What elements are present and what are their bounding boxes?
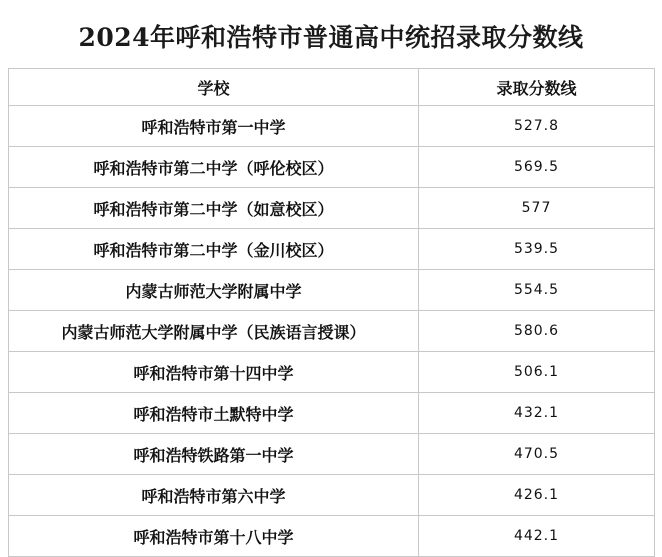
cell-school: 呼和浩特市土默特中学	[9, 393, 419, 434]
table-row	[9, 311, 655, 352]
table-row	[9, 434, 655, 475]
cell-score: 554.5	[419, 270, 655, 311]
cell-school: 呼和浩特铁路第一中学	[9, 434, 419, 475]
cell-school: 内蒙古师范大学附属中学	[9, 270, 419, 311]
cell-score: 506.1	[419, 352, 655, 393]
column-header-school: 学校	[9, 69, 419, 106]
table-header	[9, 69, 655, 106]
cell-school: 呼和浩特市第二中学（呼伦校区）	[9, 147, 419, 188]
table-row	[9, 475, 655, 516]
cell-score: 527.8	[419, 106, 655, 147]
table-row	[9, 516, 655, 557]
cell-school: 呼和浩特市第十四中学	[9, 352, 419, 393]
table-row	[9, 393, 655, 434]
cell-score: 577	[419, 188, 655, 229]
table-row	[9, 188, 655, 229]
cell-score: 426.1	[419, 475, 655, 516]
admission-score-table	[8, 68, 655, 557]
cell-school: 呼和浩特市第十八中学	[9, 516, 419, 557]
column-header-score: 录取分数线	[419, 69, 655, 106]
cell-school: 呼和浩特市第二中学（金川校区）	[9, 229, 419, 270]
cell-score: 569.5	[419, 147, 655, 188]
table-header-row	[9, 69, 655, 106]
table-body	[9, 106, 655, 557]
cell-score: 442.1	[419, 516, 655, 557]
cell-score: 539.5	[419, 229, 655, 270]
page-title: 2024年呼和浩特市普通高中统招录取分数线	[78, 23, 584, 52]
cell-school: 呼和浩特市第二中学（如意校区）	[9, 188, 419, 229]
table-row	[9, 147, 655, 188]
table-row	[9, 352, 655, 393]
table-row	[9, 106, 655, 147]
cell-school: 呼和浩特市第一中学	[9, 106, 419, 147]
cell-score: 432.1	[419, 393, 655, 434]
table-row	[9, 229, 655, 270]
cell-score: 470.5	[419, 434, 655, 475]
score-table-container	[0, 68, 662, 557]
cell-school: 呼和浩特市第六中学	[9, 475, 419, 516]
cell-school: 内蒙古师范大学附属中学（民族语言授课）	[9, 311, 419, 352]
cell-score: 580.6	[419, 311, 655, 352]
table-row	[9, 270, 655, 311]
